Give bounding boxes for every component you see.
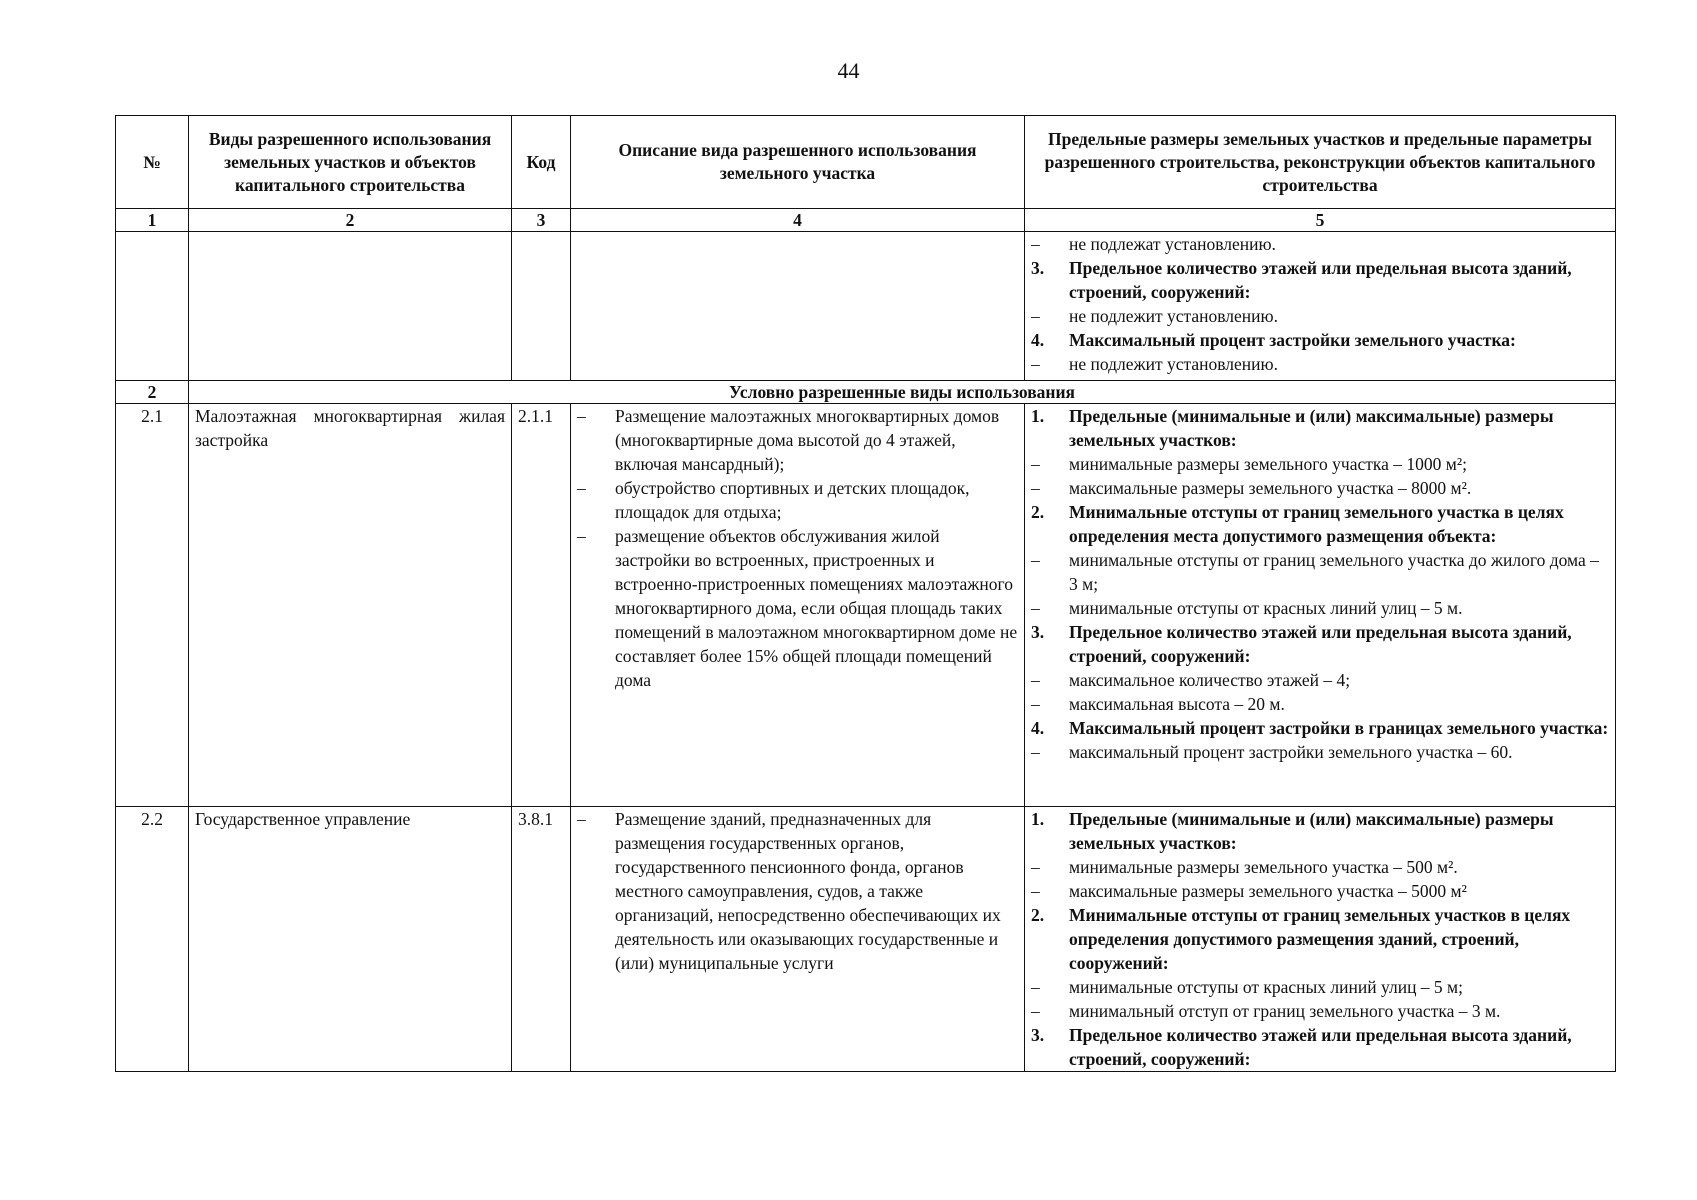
param-item	[1031, 452, 1609, 476]
param-marker: –	[1031, 478, 1040, 498]
params-list	[1031, 807, 1609, 1071]
header-code: Код	[512, 116, 571, 209]
param-heading	[1031, 1023, 1609, 1071]
empty-cell	[116, 232, 189, 381]
param-marker: 4.	[1031, 330, 1045, 350]
column-number: 4	[571, 209, 1025, 232]
param-marker: –	[1031, 306, 1040, 326]
param-heading	[1031, 807, 1609, 855]
param-text: минимальные отступы от красных линий улиц – 5 м.	[1069, 598, 1463, 618]
param-marker: –	[1031, 454, 1040, 474]
description-item: – Размещение малоэтажных многоквартирных домов (многоквартирные дома высотой до 4 этажей, включая мансардный);	[577, 404, 1018, 476]
param-item	[1031, 999, 1609, 1023]
row-number: 2.2	[116, 807, 189, 1072]
param-marker: –	[1031, 234, 1040, 254]
param-text: не подлежит установлению.	[1069, 306, 1278, 326]
description-cell	[571, 807, 1025, 1072]
param-item	[1031, 304, 1609, 328]
param-text: Предельные (минимальные и (или) максимальные) размеры земельных участков:	[1069, 406, 1554, 450]
param-item	[1031, 668, 1609, 692]
header-params: Предельные размеры земельных участков и предельные параметры разрешенного строительства, реконструкции объектов капитального строительства	[1025, 116, 1616, 209]
use-code: 3.8.1	[512, 807, 571, 1072]
param-item	[1031, 975, 1609, 999]
section-number: 2	[116, 381, 189, 404]
params-cell	[1025, 404, 1616, 807]
param-text: максимальный процент застройки земельного участка – 60.	[1069, 742, 1513, 762]
param-text: максимальные размеры земельного участка – 8000 м².	[1069, 478, 1472, 498]
param-text: минимальные отступы от границ земельного участка до жилого дома – 3 м;	[1069, 550, 1599, 594]
param-text: Предельные (минимальные и (или) максимальные) размеры земельных участков:	[1069, 809, 1554, 853]
empty-cell	[571, 232, 1025, 381]
param-text: не подлежат установлению.	[1069, 234, 1276, 254]
header-row	[116, 116, 1616, 209]
description-list	[577, 404, 1018, 692]
header-use: Виды разрешенного использования земельных участков и объектов капитального строительства	[189, 116, 512, 209]
description-item: – Размещение зданий, предназначенных для размещения государственных органов, государственного пенсионного фонда, органов местного самоуправления, судов, а также организаций, непосредственно обеспечивающих их деятельность или оказывающих государственные и (или) муниципальные услуги	[577, 807, 1018, 975]
section-row	[116, 381, 1616, 404]
param-marker: –	[1031, 881, 1040, 901]
param-text: максимальная высота – 20 м.	[1069, 694, 1285, 714]
param-marker: –	[1031, 977, 1040, 997]
param-item	[1031, 740, 1609, 764]
param-heading	[1031, 903, 1609, 975]
table-row	[116, 404, 1616, 807]
table-row	[116, 807, 1616, 1072]
column-number: 2	[189, 209, 512, 232]
param-heading	[1031, 328, 1609, 352]
param-heading	[1031, 716, 1609, 740]
param-text: минимальные размеры земельного участка – 500 м².	[1069, 857, 1458, 877]
description-cell	[571, 404, 1025, 807]
param-heading	[1031, 256, 1609, 304]
params-list	[1031, 232, 1609, 376]
column-number: 1	[116, 209, 189, 232]
continuation-row	[116, 232, 1616, 381]
param-marker: –	[1031, 742, 1040, 762]
param-marker: –	[1031, 550, 1040, 570]
param-text: Предельное количество этажей или предельная высота зданий, строений, сооружений:	[1069, 1025, 1572, 1069]
use-type: Малоэтажная многоквартирная жилая застройка	[189, 404, 512, 807]
param-text: максимальное количество этажей – 4;	[1069, 670, 1351, 690]
column-number-row	[116, 209, 1616, 232]
param-text: Минимальные отступы от границ земельных участков в целях определения допустимого размещения зданий, строений, сооружений:	[1069, 905, 1571, 973]
param-marker: 3.	[1031, 1025, 1045, 1045]
param-heading	[1031, 404, 1609, 452]
param-marker: –	[1031, 670, 1040, 690]
param-marker: –	[1031, 694, 1040, 714]
param-item	[1031, 855, 1609, 879]
param-text: Предельное количество этажей или предельная высота зданий, строений, сооружений:	[1069, 258, 1572, 302]
description-item: – размещение объектов обслуживания жилой застройки во встроенных, пристроенных и встроенно-пристроенных помещениях малоэтажного многоквартирного дома, если общая площадь таких помещений в малоэтажном многоквартирном доме не составляет более 15% общей площади помещений дома	[577, 524, 1018, 692]
param-marker: –	[1031, 857, 1040, 877]
use-type: Государственное управление	[189, 807, 512, 1072]
param-item	[1031, 548, 1609, 596]
header-description: Описание вида разрешенного использования земельного участка	[571, 116, 1025, 209]
description-item: – обустройство спортивных и детских площадок, площадок для отдыха;	[577, 476, 1018, 524]
use-code: 2.1.1	[512, 404, 571, 807]
param-text: Минимальные отступы от границ земельного участка в целях определения места допустимого размещения объекта:	[1069, 502, 1564, 546]
param-marker: 2.	[1031, 905, 1045, 925]
params-cell	[1025, 807, 1616, 1072]
section-title: Условно разрешенные виды использования	[189, 381, 1616, 404]
param-text: не подлежит установлению.	[1069, 354, 1278, 374]
param-heading	[1031, 500, 1609, 548]
column-number: 5	[1025, 209, 1616, 232]
empty-cell	[512, 232, 571, 381]
param-marker: 4.	[1031, 718, 1045, 738]
params-list	[1031, 404, 1609, 764]
param-item	[1031, 879, 1609, 903]
land-use-table	[115, 115, 1616, 1072]
param-heading	[1031, 620, 1609, 668]
param-marker: 2.	[1031, 502, 1045, 522]
param-text: Максимальный процент застройки в границах земельного участка:	[1069, 718, 1609, 738]
param-text: Максимальный процент застройки земельного участка:	[1069, 330, 1516, 350]
param-item	[1031, 352, 1609, 376]
param-item	[1031, 232, 1609, 256]
param-marker: –	[1031, 598, 1040, 618]
page-number: 44	[837, 58, 860, 83]
param-item	[1031, 596, 1609, 620]
param-marker: –	[1031, 354, 1040, 374]
description-list	[577, 807, 1018, 975]
param-marker: 1.	[1031, 809, 1045, 829]
param-text: минимальные размеры земельного участка – 1000 м²;	[1069, 454, 1467, 474]
param-marker: –	[1031, 1001, 1040, 1021]
header-no: №	[116, 116, 189, 209]
empty-cell	[189, 232, 512, 381]
param-marker: 3.	[1031, 258, 1045, 278]
param-item	[1031, 692, 1609, 716]
continuation-params-cell	[1025, 232, 1616, 381]
param-text: минимальные отступы от красных линий улиц – 5 м;	[1069, 977, 1463, 997]
param-marker: 1.	[1031, 406, 1045, 426]
param-text: Предельное количество этажей или предельная высота зданий, строений, сооружений:	[1069, 622, 1572, 666]
column-number: 3	[512, 209, 571, 232]
param-item	[1031, 476, 1609, 500]
row-number: 2.1	[116, 404, 189, 807]
param-text: максимальные размеры земельного участка – 5000 м²	[1069, 881, 1467, 901]
param-marker: 3.	[1031, 622, 1045, 642]
param-text: минимальный отступ от границ земельного участка – 3 м.	[1069, 1001, 1501, 1021]
